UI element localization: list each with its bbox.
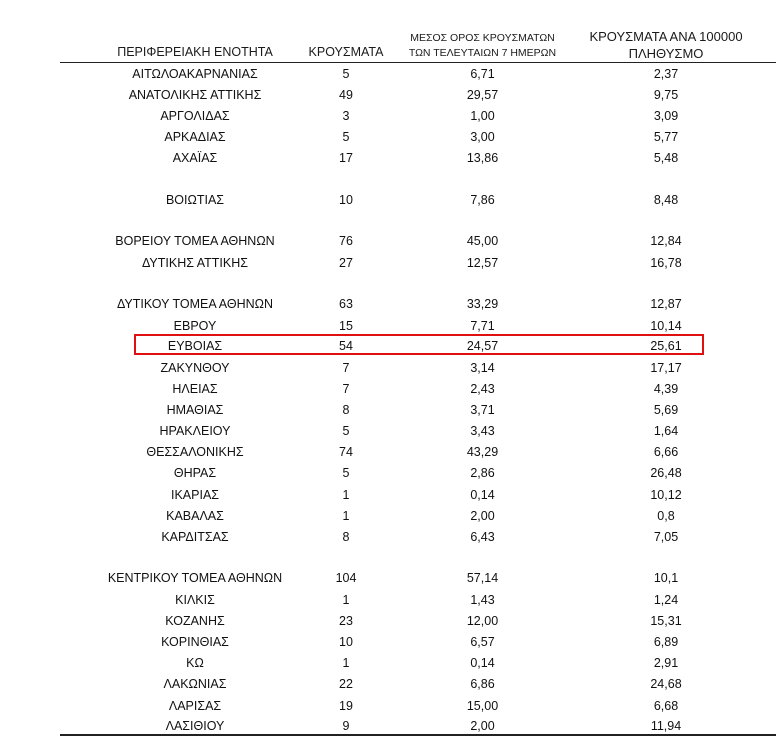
cell-cases: 19: [339, 699, 353, 713]
cell-per100k: 1,24: [653, 593, 679, 607]
table-row: [0, 591, 776, 611]
cell-per100k: 5,77: [653, 130, 679, 144]
cell-avg7: 3,43: [470, 424, 495, 438]
table-row: [0, 443, 776, 463]
cell-region: ΘΗΡΑΣ: [173, 466, 217, 480]
cell-per100k: 0,8: [657, 509, 675, 523]
table-row: [0, 295, 776, 315]
cell-region: ΒΟΙΩΤΙΑΣ: [165, 193, 225, 207]
table-row: [0, 675, 776, 695]
header-avg7-line1: ΜΕΣΟΣ ΟΡΟΣ ΚΡΟΥΣΜΑΤΩΝ: [410, 32, 555, 44]
cell-cases: 7: [342, 382, 350, 396]
cell-avg7: 12,57: [466, 256, 499, 270]
header-avg7: [395, 31, 570, 61]
cell-avg7: 2,86: [470, 466, 495, 480]
table-row: [0, 107, 776, 127]
cell-region: ΚΟΡΙΝΘΙΑΣ: [161, 635, 229, 649]
cell-per100k: 1,64: [653, 424, 679, 438]
cell-cases: 1: [342, 509, 350, 523]
table-row: [0, 486, 776, 506]
cell-cases: 7: [342, 361, 350, 375]
cell-per100k: 15,31: [650, 614, 682, 628]
cell-region: ΑΝΑΤΟΛΙΚΗΣ ΑΤΤΙΚΗΣ: [128, 88, 262, 102]
header-per100k-line1: ΚΡΟΥΣΜΑΤΑ ΑΝΑ 100000: [589, 29, 743, 44]
cell-per100k: 6,89: [653, 635, 679, 649]
cell-cases: 76: [339, 234, 353, 248]
cell-per100k: 12,87: [650, 297, 682, 311]
header-region: ΠΕΡΙΦΕΡΕΙΑΚΗ ΕΝΟΤΗΤΑ: [117, 45, 273, 59]
cell-avg7: 45,00: [466, 234, 499, 248]
cell-region: ΙΚΑΡΙΑΣ: [170, 488, 220, 502]
header-rule: [60, 62, 776, 63]
cell-avg7: 1,00: [470, 109, 495, 123]
cell-cases: 63: [339, 297, 353, 311]
cell-avg7: 0,14: [470, 488, 495, 502]
cell-region: ΚΑΡΔΙΤΣΑΣ: [161, 530, 229, 544]
cell-cases: 49: [339, 88, 353, 102]
cell-per100k: 10,12: [650, 488, 682, 502]
table-row: [0, 528, 776, 548]
cell-avg7: 7,71: [470, 319, 495, 333]
header-cases: ΚΡΟΥΣΜΑΤΑ: [308, 45, 384, 59]
cell-avg7: 33,29: [466, 297, 499, 311]
cell-per100k: 3,09: [653, 109, 679, 123]
cell-avg7: 2,43: [470, 382, 495, 396]
cell-avg7: 6,86: [470, 677, 495, 691]
cell-region: ΕΒΡΟΥ: [173, 319, 217, 333]
cell-avg7: 57,14: [466, 571, 499, 585]
cell-per100k: 7,05: [653, 530, 679, 544]
cell-avg7: 24,57: [466, 339, 499, 353]
cell-avg7: 2,00: [470, 719, 495, 733]
cell-avg7: 6,43: [470, 530, 495, 544]
cell-avg7: 0,14: [470, 656, 495, 670]
cell-cases: 1: [342, 656, 350, 670]
cell-per100k: 2,37: [653, 67, 679, 81]
cell-cases: 104: [335, 571, 357, 585]
cell-region: ΚΟΖΑΝΗΣ: [165, 614, 225, 628]
cell-region: ΔΥΤΙΚΗΣ ΑΤΤΙΚΗΣ: [142, 256, 248, 270]
header-avg7-line2: ΤΩΝ ΤΕΛΕΥΤΑΙΩΝ 7 ΗΜΕΡΩΝ: [408, 47, 557, 59]
header-per100k-line2: ΠΛΗΘΥΣΜΟ: [628, 46, 704, 61]
cell-avg7: 15,00: [466, 699, 499, 713]
cell-per100k: 16,78: [650, 256, 682, 270]
cell-region: ΘΕΣΣΑΛΟΝΙΚΗΣ: [146, 445, 244, 459]
cell-per100k: 26,48: [650, 466, 682, 480]
table-row: [0, 507, 776, 527]
table-row: [0, 149, 776, 169]
table-row: [0, 191, 776, 211]
cell-per100k: 5,69: [653, 403, 679, 417]
cell-per100k: 24,68: [650, 677, 682, 691]
cell-region: ΗΡΑΚΛΕΙΟΥ: [159, 424, 231, 438]
cell-avg7: 3,14: [470, 361, 495, 375]
cell-per100k: 12,84: [650, 234, 682, 248]
cell-avg7: 43,29: [466, 445, 499, 459]
cell-avg7: 3,00: [470, 130, 495, 144]
cell-per100k: 5,48: [653, 151, 679, 165]
table-row: [0, 254, 776, 274]
cell-per100k: 8,48: [653, 193, 679, 207]
cell-cases: 74: [339, 445, 353, 459]
cell-avg7: 3,71: [470, 403, 495, 417]
cell-region: ΔΥΤΙΚΟΥ ΤΟΜΕΑ ΑΘΗΝΩΝ: [116, 297, 274, 311]
cell-cases: 1: [342, 593, 350, 607]
cell-region: ΛΑΡΙΣΑΣ: [168, 699, 222, 713]
cell-per100k: 10,14: [650, 319, 682, 333]
cell-per100k: 2,91: [653, 656, 679, 670]
table-row: [0, 654, 776, 674]
cell-region: ΚΙΛΚΙΣ: [175, 593, 215, 607]
cell-cases: 22: [339, 677, 353, 691]
cell-avg7: 2,00: [470, 509, 495, 523]
cell-cases: 8: [342, 530, 350, 544]
cell-cases: 8: [342, 403, 350, 417]
cell-cases: 3: [342, 109, 350, 123]
cell-region: ΑΡΓΟΛΙΔΑΣ: [160, 109, 230, 123]
cell-per100k: 4,39: [653, 382, 679, 396]
table-row: [0, 232, 776, 252]
cell-avg7: 29,57: [466, 88, 499, 102]
cell-per100k: 11,94: [650, 719, 682, 733]
cell-region: ΕΥΒΟΙΑΣ: [167, 339, 223, 353]
cell-per100k: 25,61: [650, 339, 682, 353]
cell-avg7: 6,57: [470, 635, 495, 649]
cell-cases: 5: [342, 130, 350, 144]
cell-region: ΛΑΣΙΘΙΟΥ: [165, 719, 225, 733]
header-per100k: [578, 28, 754, 62]
table-row: [0, 612, 776, 632]
cell-region: ΒΟΡΕΙΟΥ ΤΟΜΕΑ ΑΘΗΝΩΝ: [115, 234, 275, 248]
cell-per100k: 10,1: [653, 571, 679, 585]
cell-per100k: 9,75: [653, 88, 679, 102]
cell-cases: 10: [339, 635, 353, 649]
cell-avg7: 1,43: [470, 593, 495, 607]
cell-per100k: 6,68: [653, 699, 679, 713]
cell-cases: 15: [339, 319, 353, 333]
cell-region: ΑΙΤΩΛΟΑΚΑΡΝΑΝΙΑΣ: [132, 67, 258, 81]
cell-region: ΑΡΚΑΔΙΑΣ: [164, 130, 226, 144]
cell-region: ΚΕΝΤΡΙΚΟΥ ΤΟΜΕΑ ΑΘΗΝΩΝ: [107, 571, 283, 585]
cell-region: ΛΑΚΩΝΙΑΣ: [163, 677, 227, 691]
cell-avg7: 7,86: [470, 193, 495, 207]
cell-cases: 5: [342, 67, 350, 81]
table-row: [0, 697, 776, 717]
table-row: [0, 401, 776, 421]
table-row: [0, 569, 776, 589]
bottom-rule: [60, 734, 776, 736]
cell-cases: 5: [342, 424, 350, 438]
cell-cases: 5: [342, 466, 350, 480]
cell-region: ΖΑΚΥΝΘΟΥ: [160, 361, 230, 375]
cell-cases: 17: [339, 151, 353, 165]
cell-per100k: 6,66: [653, 445, 679, 459]
table-row: [0, 422, 776, 442]
table-row: [0, 128, 776, 148]
cell-cases: 9: [342, 719, 350, 733]
table-row: [0, 359, 776, 379]
cell-avg7: 6,71: [470, 67, 495, 81]
cell-cases: 23: [339, 614, 353, 628]
table-row: [0, 633, 776, 653]
cell-region: ΗΛΕΙΑΣ: [172, 382, 218, 396]
cell-region: ΚΩ: [186, 656, 204, 670]
cell-cases: 1: [342, 488, 350, 502]
table-row: [0, 65, 776, 85]
cell-region: ΑΧΑΪΑΣ: [172, 151, 218, 165]
table-row: [0, 464, 776, 484]
highlight-box: [134, 334, 704, 355]
cell-per100k: 17,17: [650, 361, 682, 375]
cell-avg7: 12,00: [466, 614, 499, 628]
cell-region: ΚΑΒΑΛΑΣ: [166, 509, 224, 523]
cell-cases: 54: [339, 339, 353, 353]
cell-cases: 27: [339, 256, 353, 270]
table-row: [0, 380, 776, 400]
table-row: [0, 86, 776, 106]
cell-avg7: 13,86: [466, 151, 499, 165]
cell-cases: 10: [339, 193, 353, 207]
cell-region: ΗΜΑΘΙΑΣ: [166, 403, 224, 417]
